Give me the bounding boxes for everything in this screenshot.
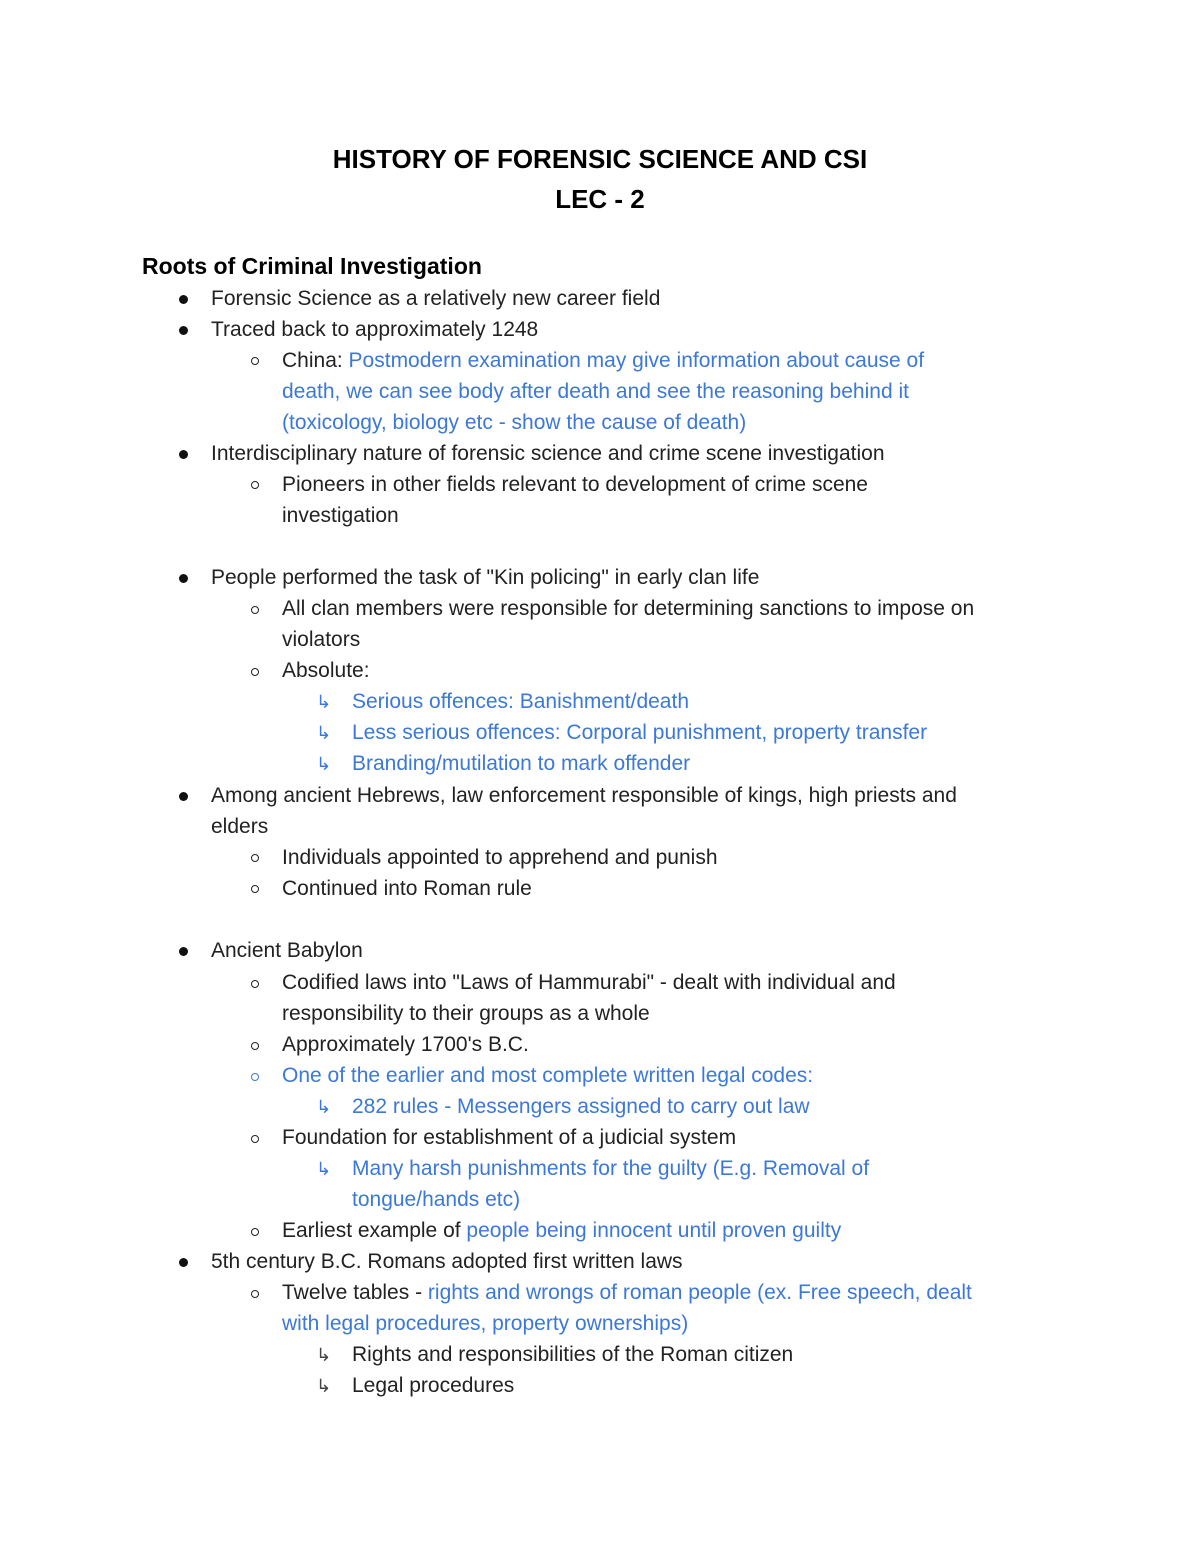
list-item: Ancient Babylon: [211, 939, 363, 962]
list-item: 5th century B.C. Romans adopted first written laws: [211, 1250, 683, 1273]
list-item-continuation: investigation: [282, 504, 399, 527]
list-item: Foundation for establishment of a judicial system: [282, 1126, 737, 1149]
bullet-circle: [251, 357, 259, 365]
list-item-continuation: elders: [211, 815, 269, 838]
bullet-circle: [251, 1073, 259, 1081]
arrow-icon: ↳: [316, 1097, 332, 1118]
page-title: HISTORY OF FORENSIC SCIENCE AND CSI: [332, 144, 868, 174]
list-item-continuation: (toxicology, biology etc - show the cause of death): [282, 411, 747, 434]
bullet-dot: [179, 947, 188, 956]
list-item-note: rights and wrongs of roman people (ex. Free speech, dealt: [427, 1281, 972, 1304]
arrow-icon: ↳: [316, 1376, 332, 1397]
list-item: Interdisciplinary nature of forensic science and crime scene investigation: [211, 442, 885, 465]
bullet-circle: [251, 1290, 259, 1298]
list-item-continuation: death, we can see body after death and see the reasoning behind it: [282, 380, 909, 403]
section-heading: Roots of Criminal Investigation: [142, 253, 482, 279]
list-item-continuation: tongue/hands etc): [352, 1188, 521, 1211]
list-item: Traced back to approximately 1248: [211, 318, 539, 341]
list-item-continuation: violators: [282, 628, 361, 651]
list-item: Individuals appointed to apprehend and punish: [282, 846, 718, 869]
list-item: Continued into Roman rule: [282, 877, 532, 900]
list-item-continuation: with legal procedures, property ownerships): [282, 1312, 689, 1335]
arrow-icon: ↳: [316, 1345, 332, 1366]
bullet-dot: [179, 792, 188, 801]
list-item-continuation: responsibility to their groups as a whole: [282, 1002, 650, 1025]
list-item: Rights and responsibilities of the Roman citizen: [352, 1343, 794, 1366]
list-item-note: people being innocent until proven guilty: [466, 1219, 842, 1242]
list-item: People performed the task of "Kin policing" in early clan life: [211, 566, 760, 589]
list-item: Codified laws into "Laws of Hammurabi" - dealt with individual and: [282, 971, 896, 994]
list-item: Approximately 1700's B.C.: [282, 1033, 529, 1056]
list-item: Less serious offences: Corporal punishment, property transfer: [352, 721, 928, 744]
arrow-icon: ↳: [316, 723, 332, 744]
bullet-circle: [251, 1042, 259, 1050]
bullet-circle: [251, 980, 259, 988]
arrow-icon: ↳: [316, 754, 332, 775]
bullet-dot: [179, 326, 188, 335]
page-subtitle: LEC - 2: [555, 184, 645, 214]
bullet-dot: [179, 574, 188, 583]
bullet-circle: [251, 668, 259, 676]
arrow-icon: ↳: [316, 1159, 332, 1180]
list-item: Absolute:: [282, 659, 370, 682]
list-item: Among ancient Hebrews, law enforcement responsible of kings, high priests and: [211, 784, 957, 807]
bullet-dot: [179, 450, 188, 459]
list-item: [282, 1215, 841, 1246]
list-item-text: Earliest example of: [282, 1219, 467, 1242]
list-item: Branding/mutilation to mark offender: [352, 752, 691, 775]
list-item: [282, 345, 924, 376]
bullet-circle: [251, 885, 259, 893]
bullet-dot: [179, 1258, 188, 1267]
bullet-circle: [251, 481, 259, 489]
bullet-circle: [251, 1135, 259, 1143]
list-item: Serious offences: Banishment/death: [352, 690, 689, 713]
list-item: All clan members were responsible for determining sanctions to impose on: [282, 597, 975, 620]
list-item: Forensic Science as a relatively new career field: [211, 287, 661, 310]
bullet-circle: [251, 606, 259, 614]
list-item-text: China:: [282, 349, 349, 372]
list-item: 282 rules - Messengers assigned to carry out law: [352, 1095, 810, 1118]
list-item-text: Twelve tables -: [282, 1281, 428, 1304]
bullet-dot: [179, 295, 188, 304]
arrow-icon: ↳: [316, 692, 332, 713]
bullet-circle: [251, 854, 259, 862]
list-item: Pioneers in other fields relevant to development of crime scene: [282, 473, 868, 496]
list-item-note: Postmodern examination may give information about cause of: [348, 349, 925, 372]
list-item: One of the earlier and most complete written legal codes:: [282, 1064, 814, 1087]
list-item: Many harsh punishments for the guilty (E.g. Removal of: [352, 1157, 870, 1180]
bullet-circle: [251, 1228, 259, 1236]
list-item: [282, 1277, 972, 1308]
list-item: Legal procedures: [352, 1374, 515, 1397]
